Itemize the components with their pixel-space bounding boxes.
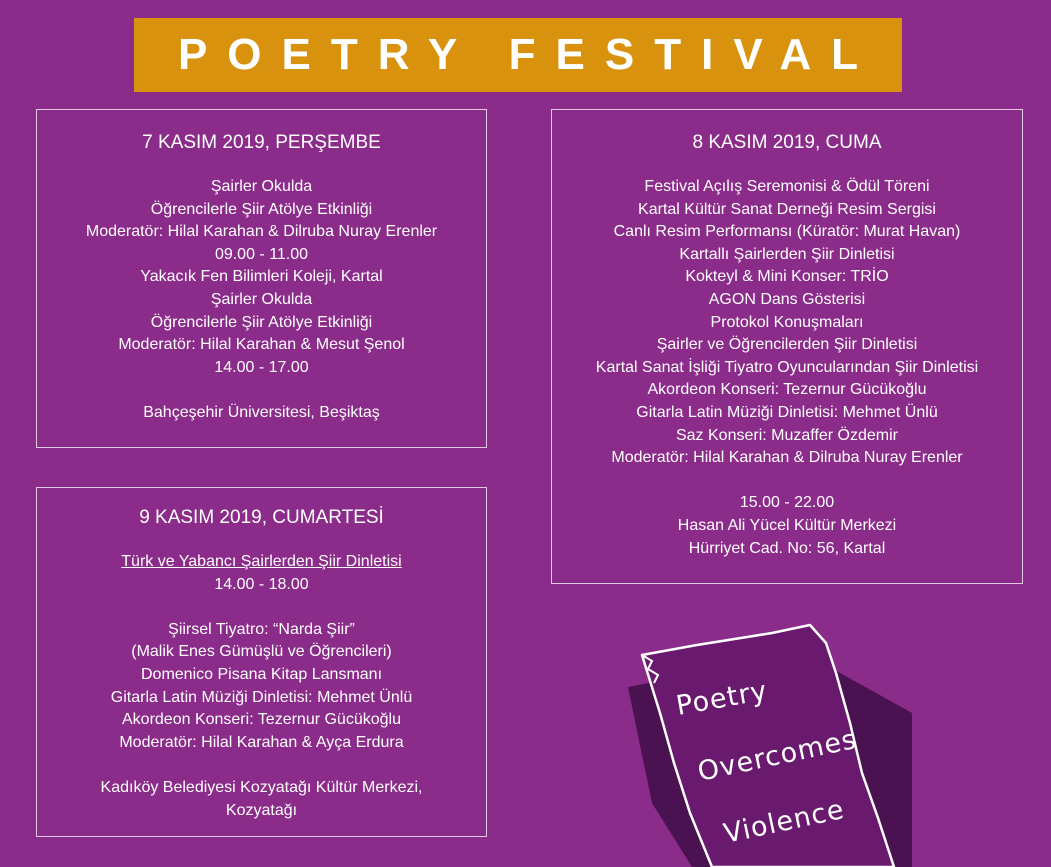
schedule-line: Domenico Pisana Kitap Lansmanı: [140, 665, 383, 683]
schedule-line: Kartallı Şairlerden Şiir Dinletisi: [679, 245, 895, 263]
schedule-line: Moderatör: Hilal Karahan & Dilruba Nuray Erenler: [611, 449, 963, 467]
schedule-line: Kartal Kültür Sanat Derneği Resim Sergisi: [638, 200, 936, 218]
schedule-line: (Malik Enes Gümüşlü ve Öğrencileri): [131, 643, 392, 661]
schedule-line: Şairler Okulda: [210, 290, 313, 308]
schedule-line: Kokteyl & Mini Konser: TRİO: [685, 268, 889, 286]
day-2-schedule: [551, 109, 1023, 584]
day-3-heading: 9 KASIM 2019, CUMARTESİ: [139, 507, 384, 528]
spacer: [37, 754, 486, 777]
schedule-line: 09.00 - 11.00: [214, 245, 309, 263]
title-banner: [134, 18, 902, 92]
schedule-line: Gitarla Latin Müziği Dinletisi: Mehmet Ünlü: [636, 403, 938, 421]
paper-text-line-1: Poetry: [673, 675, 770, 722]
schedule-line: Festival Açılış Seremonisi & Ödül Töreni: [644, 178, 930, 195]
schedule-line: AGON Dans Gösterisi: [708, 290, 866, 308]
spacer: [37, 596, 486, 619]
schedule-line: Kozyatağı: [225, 801, 298, 819]
schedule-line: Moderatör: Hilal Karahan & Mesut Şenol: [118, 336, 405, 354]
schedule-line: Hasan Ali Yücel Kültür Merkezi: [677, 516, 897, 534]
schedule-line: Öğrencilerle Şiir Atölye Etkinliği: [150, 200, 373, 218]
spacer: [37, 379, 486, 402]
schedule-line: 14.00 - 17.00: [214, 358, 309, 376]
schedule-line: Protokol Konuşmaları: [710, 313, 864, 331]
festival-title: POETRY FESTIVAL: [177, 30, 879, 79]
schedule-line: Moderatör: Hilal Karahan & Ayça Erdura: [119, 733, 404, 751]
schedule-line: Bahçeşehir Üniversitesi, Beşiktaş: [143, 403, 380, 421]
paper-graphic: [612, 603, 912, 867]
schedule-line-underlined: Türk ve Yabancı Şairlerden Şiir Dinletisi: [121, 553, 402, 570]
schedule-line: Akordeon Konseri: Tezernur Gücükoğlu: [647, 381, 927, 399]
schedule-line: Kadıköy Belediyesi Kozyatağı Kültür Merkezi,: [100, 778, 423, 796]
schedule-line: Şiirsel Tiyatro: “Narda Şiir”: [168, 620, 355, 638]
schedule-line: Şairler Okulda: [210, 178, 313, 195]
paper-text-line-3: Violence: [721, 794, 848, 850]
poetry-paper-illustration: [612, 603, 912, 867]
schedule-line: Şairler ve Öğrencilerden Şiir Dinletisi: [656, 336, 918, 354]
schedule-line: Saz Konseri: Muzaffer Özdemir: [675, 426, 898, 444]
schedule-line: Kartal Sanat İşliği Tiyatro Oyuncularından Şiir Dinletisi: [595, 358, 979, 376]
schedule-line: 14.00 - 18.00: [214, 575, 309, 593]
schedule-line: Yakacık Fen Bilimleri Koleji, Kartal: [140, 268, 383, 286]
day-2-heading: 8 KASIM 2019, CUMA: [692, 132, 882, 153]
schedule-line: Canlı Resim Performansı (Küratör: Murat Havan): [613, 223, 961, 241]
day-3-schedule: [36, 487, 487, 837]
schedule-line: Moderatör: Hilal Karahan & Dilruba Nuray Erenler: [85, 223, 438, 241]
day-1-heading: 7 KASIM 2019, PERŞEMBE: [142, 132, 381, 153]
schedule-line: Gitarla Latin Müziği Dinletisi: Mehmet Ünlü: [110, 688, 413, 706]
day-1-schedule: [36, 109, 487, 448]
schedule-line: 15.00 - 22.00: [739, 494, 835, 512]
schedule-line: Akordeon Konseri: Tezernur Gücükoğlu: [122, 711, 401, 729]
spacer: [552, 470, 1022, 493]
schedule-line: Öğrencilerle Şiir Atölye Etkinliği: [150, 313, 373, 331]
schedule-line: Hürriyet Cad. No: 56, Kartal: [688, 539, 886, 557]
paper-text-line-2: Overcomes: [695, 723, 860, 788]
